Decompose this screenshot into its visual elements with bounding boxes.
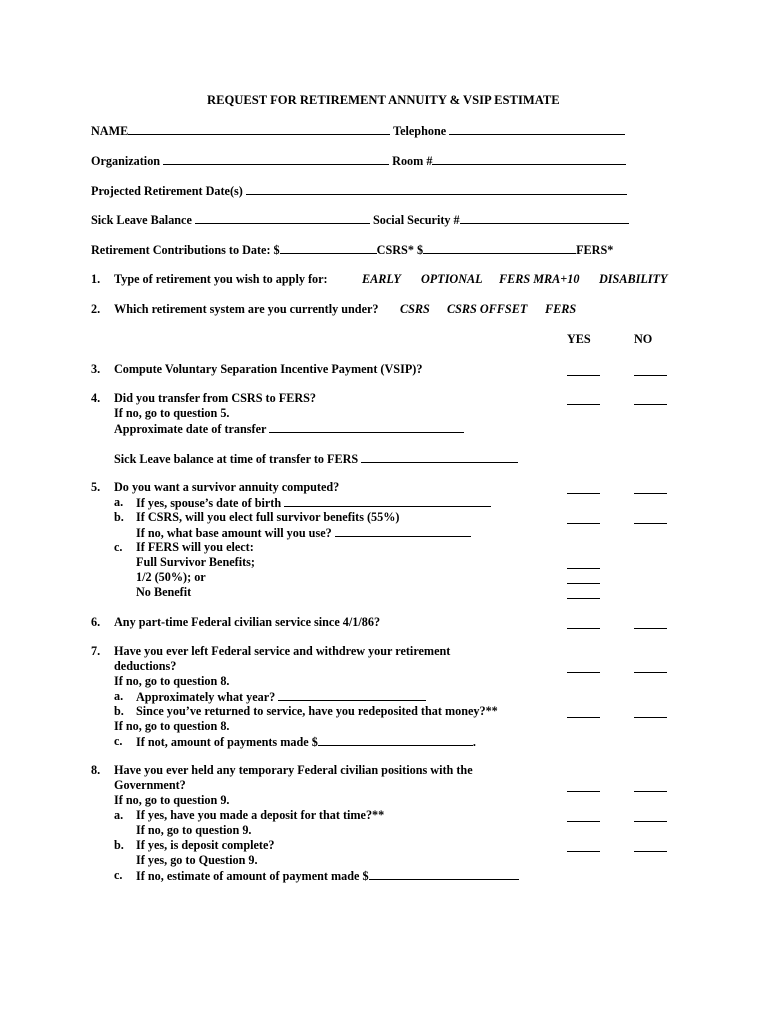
q5a-spouse-dob-field[interactable]: [284, 495, 491, 507]
yes-header: YES: [567, 332, 591, 346]
q7a-label: a.: [114, 689, 124, 703]
q1-option-disability[interactable]: DISABILITY: [599, 272, 668, 286]
q5a-row: [136, 495, 491, 511]
sick-leave-row: [91, 212, 629, 228]
q2-option-csrs-offset[interactable]: CSRS OFFSET: [447, 302, 528, 316]
ssn-label: Social Security #: [372, 213, 460, 227]
q7-instruction: If no, go to question 8.: [114, 674, 230, 688]
q7b-label: b.: [114, 704, 124, 718]
q8-yes-blank[interactable]: [567, 791, 600, 792]
q7-no-blank[interactable]: [634, 672, 667, 673]
projected-date-field[interactable]: [246, 183, 627, 195]
q8-instruction: If no, go to question 9.: [114, 793, 230, 807]
q1-option-early[interactable]: EARLY: [362, 272, 401, 286]
q1-number: 1.: [91, 272, 101, 286]
q8b-text: If yes, is deposit complete?: [136, 838, 275, 852]
q7b-instruction: If no, go to question 8.: [114, 719, 230, 733]
q4-text: Did you transfer from CSRS to FERS?: [114, 391, 317, 405]
q3-text: Compute Voluntary Separation Incentive Payment (VSIP)?: [114, 362, 423, 376]
telephone-label: Telephone: [393, 124, 447, 138]
q7c-row: [136, 734, 476, 750]
organization-row: [91, 153, 626, 169]
q7c-text: If not, amount of payments made $: [136, 735, 318, 749]
q8c-text: If no, estimate of amount of payment made $: [136, 869, 369, 883]
sick-leave-field[interactable]: [195, 212, 370, 224]
q5c-text: If FERS will you elect:: [136, 540, 254, 554]
q8b-no-blank[interactable]: [634, 851, 667, 852]
q8b-instruction: If yes, go to Question 9.: [136, 853, 258, 867]
q5b-yes-blank[interactable]: [567, 523, 600, 524]
q4-sick-leave-label: Sick Leave balance at time of transfer to FERS: [114, 452, 359, 466]
q5b-no-blank[interactable]: [634, 523, 667, 524]
sick-leave-label: Sick Leave Balance: [91, 213, 192, 227]
q8a-yes-blank[interactable]: [567, 821, 600, 822]
q4-transfer-date-row: [114, 421, 464, 437]
q8c-label: c.: [114, 868, 123, 882]
q4-transfer-date-field[interactable]: [269, 421, 464, 433]
q1-option-fers-mra[interactable]: FERS MRA+10: [499, 272, 580, 286]
q7a-row: [136, 689, 426, 705]
q5b-base-amount-field[interactable]: [335, 525, 471, 537]
organization-field[interactable]: [163, 153, 389, 165]
q7-yes-blank[interactable]: [567, 672, 600, 673]
q5-text: Do you want a survivor annuity computed?: [114, 480, 340, 494]
q5c-none-blank[interactable]: [567, 598, 600, 599]
q6-no-blank[interactable]: [634, 628, 667, 629]
q5a-text: If yes, spouse’s date of birth: [136, 496, 282, 510]
q5c-option-full: Full Survivor Benefits;: [136, 555, 255, 569]
csrs-label: CSRS*: [376, 243, 414, 257]
projected-date-label: Projected Retirement Date(s): [91, 184, 243, 198]
ssn-field[interactable]: [460, 212, 629, 224]
q6-yes-blank[interactable]: [567, 628, 600, 629]
q5a-label: a.: [114, 495, 124, 509]
q4-number: 4.: [91, 391, 101, 405]
room-label: Room #: [392, 154, 433, 168]
q5c-option-half: 1/2 (50%); or: [136, 570, 206, 584]
q8c-row: [136, 868, 519, 884]
q8a-no-blank[interactable]: [634, 821, 667, 822]
q7-text: Have you ever left Federal service and withdrew your retirement: [114, 644, 451, 658]
q4-transfer-date-label: Approximate date of transfer: [114, 422, 267, 436]
q1-option-optional[interactable]: OPTIONAL: [421, 272, 483, 286]
q5b-text: If CSRS, will you elect full survivor benefits (55%): [136, 510, 400, 524]
q5-yes-blank[interactable]: [567, 493, 600, 494]
contributions-row: [91, 242, 613, 258]
q8-text-cont: Government?: [114, 778, 186, 792]
q3-no-blank[interactable]: [634, 375, 667, 376]
q5c-option-none: No Benefit: [136, 585, 192, 599]
q8-no-blank[interactable]: [634, 791, 667, 792]
room-field[interactable]: [432, 153, 626, 165]
q7c-amount-field[interactable]: [318, 734, 473, 746]
q8-text: Have you ever held any temporary Federal civilian positions with the: [114, 763, 473, 777]
q2-option-fers[interactable]: FERS: [545, 302, 577, 316]
q7c-label: c.: [114, 734, 123, 748]
no-header: NO: [634, 332, 653, 346]
q7c-period: .: [472, 735, 476, 749]
q6-number: 6.: [91, 615, 101, 629]
q4-yes-blank[interactable]: [567, 404, 600, 405]
q2-number: 2.: [91, 302, 101, 316]
q8b-label: b.: [114, 838, 124, 852]
form-title: REQUEST FOR RETIREMENT ANNUITY & VSIP ESTIMATE: [207, 93, 560, 107]
q5c-full-blank[interactable]: [567, 568, 600, 569]
q4-no-blank[interactable]: [634, 404, 667, 405]
q7a-text: Approximately what year?: [136, 690, 276, 704]
q7a-year-field[interactable]: [278, 689, 426, 701]
q5b-base-text: If no, what base amount will you use?: [136, 526, 332, 540]
q8a-instruction: If no, go to question 9.: [136, 823, 252, 837]
q8-number: 8.: [91, 763, 101, 777]
q8a-text: If yes, have you made a deposit for that time?**: [136, 808, 385, 822]
fers-label: FERS*: [576, 243, 614, 257]
q6-text: Any part-time Federal civilian service since 4/1/86?: [114, 615, 381, 629]
q5c-half-blank[interactable]: [567, 583, 600, 584]
q5-no-blank[interactable]: [634, 493, 667, 494]
q8b-yes-blank[interactable]: [567, 851, 600, 852]
contributions-field[interactable]: [280, 242, 377, 254]
q7b-yes-blank[interactable]: [567, 717, 600, 718]
q7-text-cont: deductions?: [114, 659, 177, 673]
name-row: [91, 123, 625, 139]
organization-label: Organization: [91, 154, 161, 168]
q8a-label: a.: [114, 808, 124, 822]
dollar-sign: $: [416, 243, 424, 257]
q5b-label: b.: [114, 510, 124, 524]
contributions-label: Retirement Contributions to Date: $: [91, 243, 280, 257]
q8c-amount-field[interactable]: [369, 868, 519, 880]
q5c-label: c.: [114, 540, 123, 554]
q2-option-csrs[interactable]: CSRS: [400, 302, 430, 316]
q4-sick-leave-field[interactable]: [361, 451, 518, 463]
csrs-amount-field[interactable]: [423, 242, 576, 254]
q4-instruction: If no, go to question 5.: [114, 406, 230, 420]
telephone-field[interactable]: [449, 123, 625, 135]
q7b-no-blank[interactable]: [634, 717, 667, 718]
q7-number: 7.: [91, 644, 101, 658]
q4-sick-leave-row: [114, 451, 518, 467]
q3-yes-blank[interactable]: [567, 375, 600, 376]
q7b-text: Since you’ve returned to service, have you redeposited that money?**: [136, 704, 498, 718]
projected-date-row: [91, 183, 627, 199]
q2-text: Which retirement system are you currently under?: [114, 302, 379, 316]
q1-text: Type of retirement you wish to apply for:: [114, 272, 328, 286]
name-label: NAME: [91, 124, 129, 138]
name-field[interactable]: [128, 123, 390, 135]
q5-number: 5.: [91, 480, 101, 494]
q3-number: 3.: [91, 362, 101, 376]
q5b-base-row: [136, 525, 471, 541]
